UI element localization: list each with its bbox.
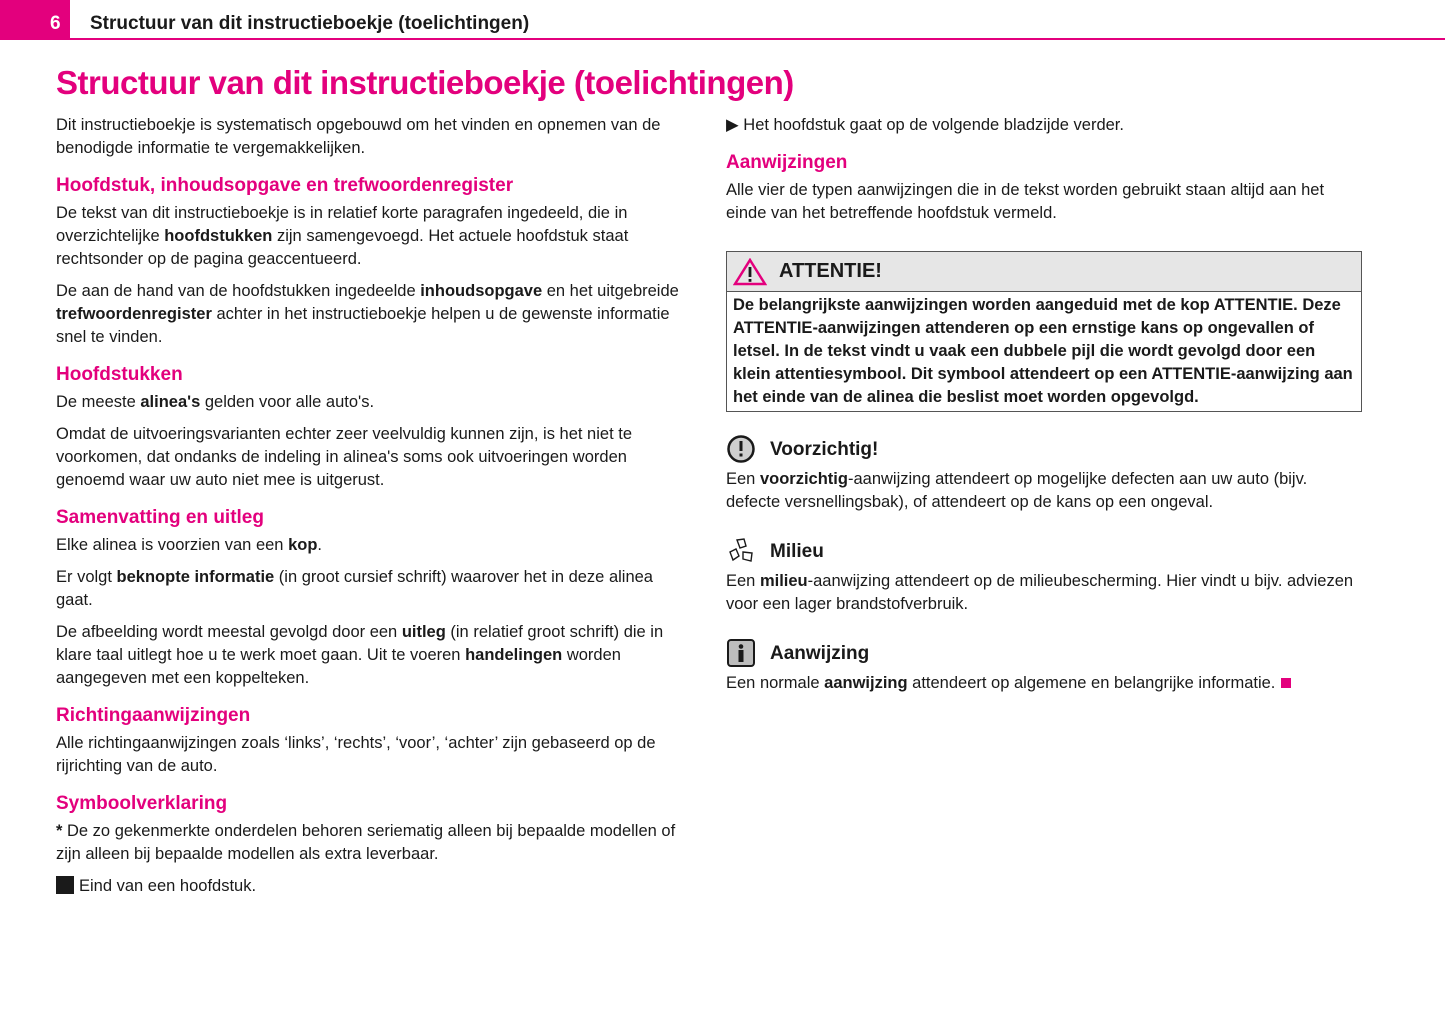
text-run: (in groot cursief schrift) waarover het in deze alinea gaat. [56, 568, 653, 609]
notes-list [726, 434, 1362, 695]
paragraph [56, 566, 692, 612]
page-title: Structuur van dit instructieboekje (toelichtingen) [56, 64, 794, 101]
page-number: 6 [50, 13, 61, 34]
bold-term: beknopte informatie [116, 568, 275, 586]
bold-term: hoofdstukken [164, 227, 273, 245]
paragraph [56, 534, 692, 557]
bold-term: handelingen [465, 646, 563, 664]
text-run: Dit instructieboekje is systematisch opgebouwd om het vinden en opnemen van de benodigde informatie te vergemakkelijken. [56, 116, 661, 157]
info-icon [726, 638, 756, 668]
paragraph [56, 280, 692, 349]
bold-term: kop [288, 536, 318, 554]
note-title: Voorzichtig! [770, 438, 879, 460]
attention-label: ATTENTIE! [779, 260, 882, 282]
recycle-icon [726, 536, 756, 566]
attention-box [726, 251, 1362, 412]
note-title: Aanwijzing [770, 642, 870, 664]
paragraph [56, 820, 692, 866]
end-of-chapter-square-icon [1281, 678, 1291, 688]
text-run: De tekst van dit instructieboekje is in relatief korte paragrafen ingedeeld, die in overzichtelijke [56, 204, 628, 245]
note-heading [726, 638, 1362, 668]
paragraph [56, 202, 692, 271]
text-run: zijn samengevoegd. Het actuele hoofdstuk staat rechtsonder op de pagina geaccentueerd. [56, 227, 629, 268]
text-run: Een [726, 470, 760, 488]
text-run: De meeste [56, 393, 141, 411]
continue-arrow-icon: ▶ [726, 116, 744, 134]
text-run: Er volgt [56, 568, 117, 586]
paragraph: Alle vier de typen aanwijzingen die in de tekst worden gebruikt staan altijd aan het einde van het betreffende hoofdstuk vermeld. [726, 181, 1325, 222]
note-heading [726, 434, 1362, 464]
bold-term: aanwijzing [824, 674, 908, 692]
text-run: . [317, 536, 322, 554]
bold-term: trefwoordenregister [56, 305, 212, 323]
text-run: en het uitgebreide [542, 282, 679, 300]
bold-term: * [56, 822, 63, 840]
text-run: Een [726, 572, 760, 590]
text-run: Een normale [726, 674, 825, 692]
section-heading: Samenvatting en uitleg [56, 507, 264, 528]
header-rule [70, 38, 1445, 40]
warning-triangle-icon [733, 258, 767, 286]
attention-text: De belangrijkste aanwijzingen worden aangeduid met de kop ATTENTIE. Deze ATTENTIE-aanwijzingen attenderen op een ernstige kans op ongevallen of letsel. In de tekst vindt u vaak een dubbele pijl die wordt gevolgd door een klein attentiesymbool. Dit symbool attendeert op een ATTENTIE-aanwijzing aan het einde van de alinea die beslist moet worden opgevolgd. [733, 296, 1353, 406]
text-run: (in relatief groot schrift) die in klare taal uitlegt hoe u te werk moet gaan. Uit te voeren [56, 623, 664, 664]
paragraph [56, 423, 692, 492]
section-heading: Hoofdstukken [56, 364, 183, 385]
paragraph [726, 570, 1362, 616]
section-heading: Symboolverklaring [56, 793, 228, 814]
bold-term: inhoudsopgave [420, 282, 543, 300]
text-run: Elke alinea is voorzien van een [56, 536, 289, 554]
running-title: Structuur van dit instructieboekje (toelichtingen) [90, 13, 530, 34]
exclamation-circle-icon [726, 434, 756, 464]
section-heading: Hoofdstuk, inhoudsopgave en trefwoordenregister [56, 175, 514, 196]
end-of-chapter-square-icon [56, 876, 74, 894]
bold-term: milieu [759, 572, 808, 590]
text-run: attendeert op algemene en belangrijke informatie. [907, 674, 1276, 692]
text-run: De aan de hand van de hoofdstukken ingedeelde [56, 282, 421, 300]
continued-note: ▶ Het hoofdstuk gaat op de volgende bladzijde verder. [726, 116, 1124, 134]
paragraph [56, 621, 692, 690]
text-run: -aanwijzing attendeert op de milieubescherming. Hier vindt u bijv. adviezen voor een lager brandstofverbruik. [726, 572, 1354, 613]
text-run: gelden voor alle auto's. [200, 393, 375, 411]
text-run: -aanwijzing attendeert op mogelijke defecten aan uw auto (bijv. defecte versnellingsbak), of attendeert op de kans op een ongeval. [726, 470, 1308, 511]
text-run: achter in het instructieboekje helpen u de gewenste informatie snel te vinden. [56, 305, 670, 346]
attention-header [727, 252, 1361, 292]
paragraph [56, 875, 692, 898]
text-run: Eind van een hoofdstuk. [79, 877, 257, 895]
bold-term: alinea's [140, 393, 201, 411]
section-heading: Richtingaanwijzingen [56, 705, 251, 726]
section-heading: Aanwijzingen [726, 152, 848, 173]
note-title: Milieu [770, 540, 824, 562]
text-run: De afbeelding wordt meestal gevolgd door een [56, 623, 402, 641]
left-column [56, 114, 692, 907]
paragraph [56, 391, 692, 414]
text-run: Omdat de uitvoeringsvarianten echter zeer veelvuldig kunnen zijn, is het niet te voorkomen, dat ondanks de indeling in alinea's soms ook uitvoeringen worden genoemd waar uw auto niet mee is uitgerust. [56, 425, 632, 489]
paragraph [726, 672, 1362, 695]
right-column [726, 114, 1362, 704]
note-heading [726, 536, 1362, 566]
text-run: worden aangegeven met een koppelteken. [56, 646, 621, 687]
paragraph [56, 114, 692, 160]
bold-term: voorzichtig [759, 470, 848, 488]
text-run: Alle richtingaanwijzingen zoals ‘links’, ‘rechts’, ‘voor’, ‘achter’ zijn gebaseerd op de rijrichting van de auto. [56, 734, 656, 775]
paragraph [726, 468, 1362, 514]
bold-term: uitleg [401, 623, 446, 641]
text-run: De zo gekenmerkte onderdelen behoren seriematig alleen bij bepaalde modellen of zijn alleen bij bepaalde modellen als extra leverbaar. [56, 822, 676, 863]
paragraph [56, 732, 692, 778]
